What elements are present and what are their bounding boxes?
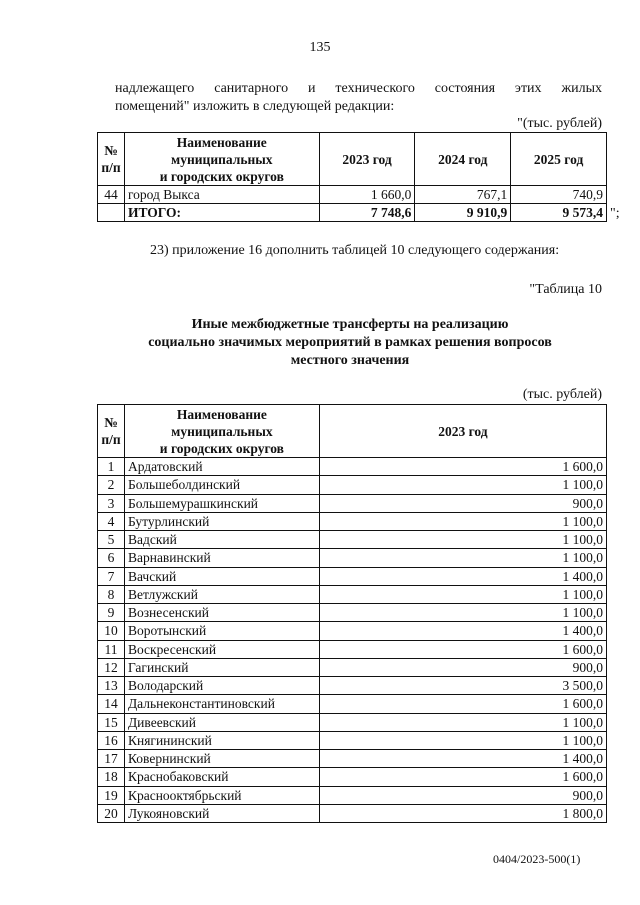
table-row [98,585,607,603]
row-num: 4 [98,512,125,530]
table-row [98,531,607,549]
row-name: Ветлужский [124,585,319,603]
table-row [98,549,607,567]
row-num: 11 [98,640,125,658]
table-row [98,713,607,731]
header-num-line2: п/п [101,160,121,175]
intro-line-1: надлежащего санитарного и технического состояния этих жилых [115,81,602,96]
table-row [98,786,607,804]
row-num: 14 [98,695,125,713]
row-name: Краснооктябрьский [124,786,319,804]
row-num: 2 [98,476,125,494]
header-name-line1: Наименование [176,134,267,150]
table-row [98,604,607,622]
row-value-2023: 1 400,0 [319,567,606,585]
row-value-2023: 3 500,0 [319,677,606,695]
row-name: Гагинский [124,658,319,676]
table-row [98,494,607,512]
table-row [98,804,607,822]
row-name: город Выкса [124,186,319,204]
row-name: Воскресенский [124,640,319,658]
row-value-2023: 900,0 [319,658,606,676]
table-row [98,622,607,640]
header-num-line1: № [104,415,118,430]
row-num: 15 [98,713,125,731]
row-value-2023: 1 800,0 [319,804,606,822]
row-num: 7 [98,567,125,585]
total-2023: 7 748,6 [319,204,415,222]
row-num: 20 [98,804,125,822]
table-row [98,658,607,676]
row-name: Краснобаковский [124,768,319,786]
header-name-line3: и городских округов [159,440,284,456]
table2-header-num [98,405,125,458]
row-value-2024: 767,1 [415,186,511,204]
row-value-2023: 1 100,0 [319,476,606,494]
row-value-2025: 740,9 [511,186,607,204]
row-num: 5 [98,531,125,549]
header-name-line2: муниципальных [171,151,273,167]
row-num: 8 [98,585,125,603]
page-number: 135 [309,40,331,55]
table-row [98,768,607,786]
row-name: Дивеевский [124,713,319,731]
item-23-text: 23) приложение 16 дополнить таблицей 10 следующего содержания: [150,243,560,258]
row-name: Дальнеконстантиновский [124,695,319,713]
row-num: 1 [98,458,125,476]
row-name: Княгининский [124,731,319,749]
row-value-2023: 1 600,0 [319,768,606,786]
table1-header-2024: 2024 год [415,133,511,186]
row-value-2023: 1 100,0 [319,604,606,622]
total-2025: 9 573,4 [511,204,607,222]
table2-header-name [124,405,319,458]
row-value-2023: 1 100,0 [319,713,606,731]
table-row [98,750,607,768]
row-name: Большемурашкинский [124,494,319,512]
row-value-2023: 1 660,0 [319,186,415,204]
header-name-line2: муниципальных [171,423,273,439]
table1-header-row [98,133,607,186]
row-value-2023: 1 100,0 [319,512,606,530]
row-name: Вачский [124,567,319,585]
row-name: Вадский [124,531,319,549]
table2-header-row [98,405,607,458]
table-row [98,458,607,476]
row-name: Бутурлинский [124,512,319,530]
row-num: 44 [98,186,125,204]
row-value-2023: 1 600,0 [319,458,606,476]
row-num: 6 [98,549,125,567]
table-row [98,567,607,585]
heading-line-3: местного значения [290,353,410,368]
row-num: 13 [98,677,125,695]
row-num: 17 [98,750,125,768]
table-row [98,731,607,749]
header-num-line1: № [104,143,118,158]
row-value-2023: 1 100,0 [319,549,606,567]
row-value-2023: 1 600,0 [319,695,606,713]
row-num: 10 [98,622,125,640]
row-name: Большеболдинский [124,476,319,494]
table-row [98,640,607,658]
table1-header-num [98,133,125,186]
table-row [98,476,607,494]
row-value-2023: 1 100,0 [319,731,606,749]
table2-unit: (тыс. рублей) [522,387,602,402]
header-name-line1: Наименование [176,406,267,422]
row-num: 9 [98,604,125,622]
row-name: Варнавинский [124,549,319,567]
table1-close-quote: "; [610,206,620,221]
row-name: Ковернинский [124,750,319,768]
heading-line-2: социально значимых мероприятий в рамках решения вопросов [148,335,552,350]
table1-header-2023: 2023 год [319,133,415,186]
table-heading [100,316,600,370]
row-num: 3 [98,494,125,512]
row-num: 12 [98,658,125,676]
table-row [98,512,607,530]
total-2024: 9 910,9 [415,204,511,222]
table-2 [97,404,607,823]
table1-header-name [124,133,319,186]
row-num: 19 [98,786,125,804]
row-num: 18 [98,768,125,786]
table-10-label: "Таблица 10 [529,282,602,297]
row-name: Воротынский [124,622,319,640]
row-num: 16 [98,731,125,749]
total-label: ИТОГО: [124,204,319,222]
row-name: Лукояновский [124,804,319,822]
row-value-2023: 1 100,0 [319,531,606,549]
table2-header-2023: 2023 год [319,405,606,458]
row-value-2023: 1 100,0 [319,585,606,603]
row-name: Вознесенский [124,604,319,622]
table-row [98,695,607,713]
header-name-line3: и городских округов [159,168,284,184]
table-row [98,677,607,695]
total-row [98,204,607,222]
row-value-2023: 900,0 [319,786,606,804]
table1-unit: "(тыс. рублей) [517,116,602,131]
table1-header-2025: 2025 год [511,133,607,186]
table-1 [97,132,607,222]
row-value-2023: 900,0 [319,494,606,512]
row-value-2023: 1 400,0 [319,622,606,640]
header-num-line2: п/п [101,432,121,447]
row-name: Володарский [124,677,319,695]
total-num-cell [98,204,125,222]
row-value-2023: 1 600,0 [319,640,606,658]
footer-code: 0404/2023-500(1) [493,852,581,866]
intro-line-2: помещений" изложить в следующей редакции: [115,99,395,114]
table-row [98,186,607,204]
row-name: Ардатовский [124,458,319,476]
row-value-2023: 1 400,0 [319,750,606,768]
heading-line-1: Иные межбюджетные трансферты на реализацию [191,317,509,332]
